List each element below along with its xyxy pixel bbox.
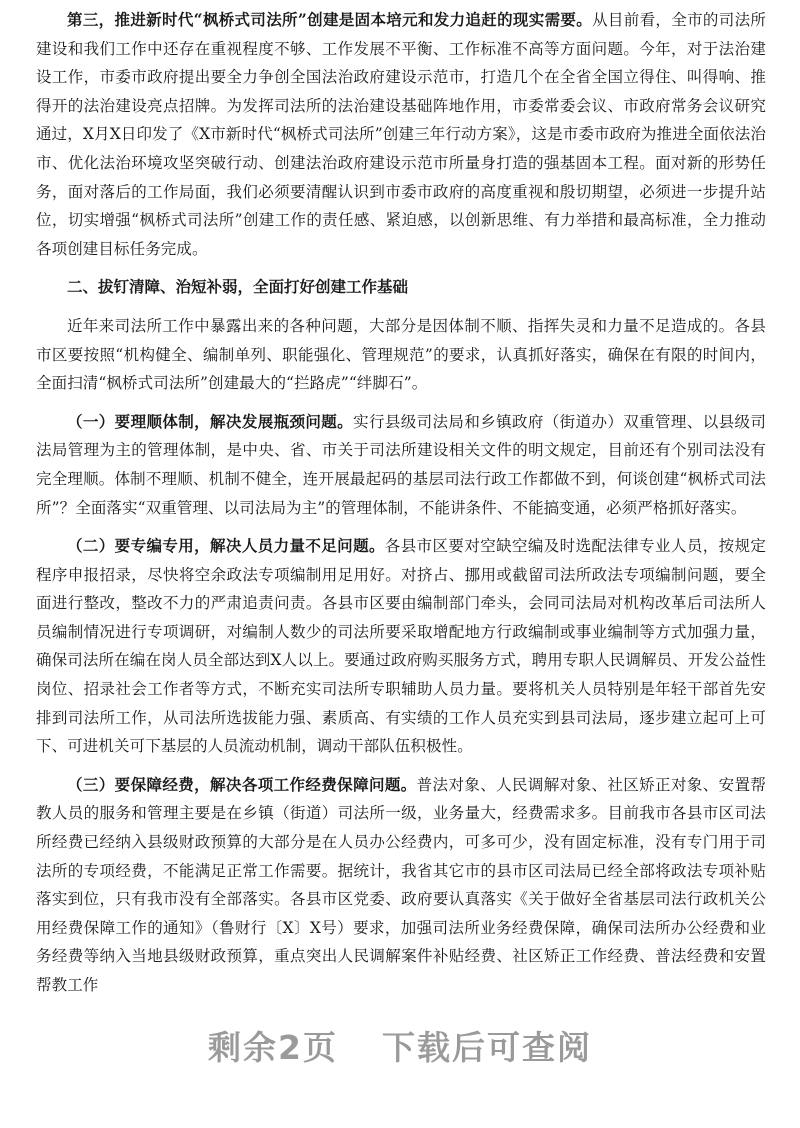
paragraph-body: 各县市区要对空缺空编及时选配法律专业人员，按规定程序申报招录，尽快将空余政法专项编制用足用好。对挤占、挪用或截留司法所政法专项编制问题，要全面进行整改，整改不力的严肃追责问责。各县市区要由编制部门牵头，会同司法局对机构改革后司法所人员编制情况进行专项调研，对编制人数少的司法所要采取增配地方行政编制或事业编制等方式加强力量，确保司法所在编在岗人员全部达到X人以上。要通过政府购买服务方式，聘用专职人民调解员、开发公益性岗位、招录社会工作者等方式，不断充实司法所专职辅助人员力量。要将机关人员特别是年轻干部首先安排到司法所工作，从司法所选拔能力强、素质高、有实绩的工作人员充实到县司法局，逐步建立起可上可下、可进机关可下基层的人员流动机制，调动干部队伍积极性。 — [36, 537, 766, 756]
paragraph-subpoint-2 — [36, 532, 766, 761]
paragraph-body: 实行县级司法局和乡镇政府（街道办）双重管理、以县级司法局管理为主的管理体制，是中央、省、市关于司法所建设相关文件的明文规定，目前还有个别司法没有完全理顺。体制不理顺、机制不健全，连开展最起码的基层司法行政工作都做不到，何谈创建“枫桥式司法所”？全面落实“双重管理、以司法局为主”的管理体制，不能讲条件、不能搞变通，必须严格抓好落实。 — [36, 412, 766, 517]
paragraph-body: 从目前看，全市的司法所建设和我们工作中还存在重视程度不够、工作发展不平衡、工作标准不高等方面问题。今年，对于法治建设工作，市委市政府提出要全力争创全国法治政府建设示范市，打造几个在全省全国立得住、叫得响、推得开的法治建设亮点招牌。为发挥司法所的法治建设基础阵地作用，市委常委会议、市政府常务会议研究通过，X月X日印发了《X市新时代“枫桥式司法所”创建三年行动方案》，这是市委市政府为推进全面依法治市、优化法治环境攻坚突破行动、创建法治政府建设示范市所量身打造的强基固本工程。面对新的形势任务，面对落后的工作局面，我们必须要清醒认识到市委市政府的高度重视和殷切期望，必须进一步提升站位，切实增强“枫桥式司法所”创建工作的责任感、紧迫感，以创新思维、有力举措和最高标准，全力推动各项创建目标任务完成。 — [36, 11, 767, 258]
document-page — [36, 6, 766, 1010]
paragraph-subpoint-3 — [36, 771, 766, 1000]
paragraph-lead: （三）要保障经费，解决各项工作经费保障问题。 — [67, 774, 417, 794]
download-prompt[interactable] — [0, 1022, 800, 1069]
download-to-view-label[interactable]: 下载后可查阅 — [381, 1028, 592, 1067]
section-heading-2: 二、拔钉清障、治短补弱，全面打好创建工作基础 — [67, 277, 409, 297]
paragraph-body: 普法对象、人民调解对象、社区矫正对象、安置帮教人员的服务和管理主要是在乡镇（街道）司法所一级，业务量大，经费需求多。目前我市各县市区司法所经费已经纳入县级财政预算的大部分是在人员办公经费内，可多可少，没有固定标准，没有专门用于司法所的专项经费，不能满足正常工作需要。据统计，我省其它市的县市区司法局已经全部将政法专项补贴落实到位，只有我市没有全部落实。各县市区党委、政府要认真落实《关于做好全省基层司法行政机关公用经费保障工作的通知》（鲁财行〔X〕X号）要求，加强司法所业务经费保障，确保司法所办公经费和业务经费等纳入当地县级财政预算，重点突出人民调解案件补贴经费、社区矫正工作经费、普法经费和安置帮教工作 — [36, 775, 767, 994]
paragraph-lead: 第三，推进新时代“枫桥式司法所”创建是固本培元和发力追赶的现实需要。 — [67, 10, 593, 29]
paragraph-third-point — [36, 6, 766, 263]
paragraph-subpoint-1 — [36, 408, 766, 522]
paragraph-lead: （一）要理顺体制，解决发展瓶颈问题。 — [67, 411, 354, 431]
paragraph-body: 近年来司法所工作中暴露出来的各种问题，大部分是因体制不顺、指挥失灵和力量不足造成的。各县市区要按照“机构健全、编制单列、职能强化、管理规范”的要求，认真抓好落实，确保在有限的时间内，全面扫清“枫桥式司法所”创建最大的“拦路虎”“绊脚石”。 — [36, 316, 766, 393]
remaining-pages-label: 剩余2页 — [208, 1028, 338, 1067]
paragraph-lead: （二）要专编专用，解决人员力量不足问题。 — [67, 536, 385, 556]
paragraph-section-intro — [36, 312, 766, 398]
